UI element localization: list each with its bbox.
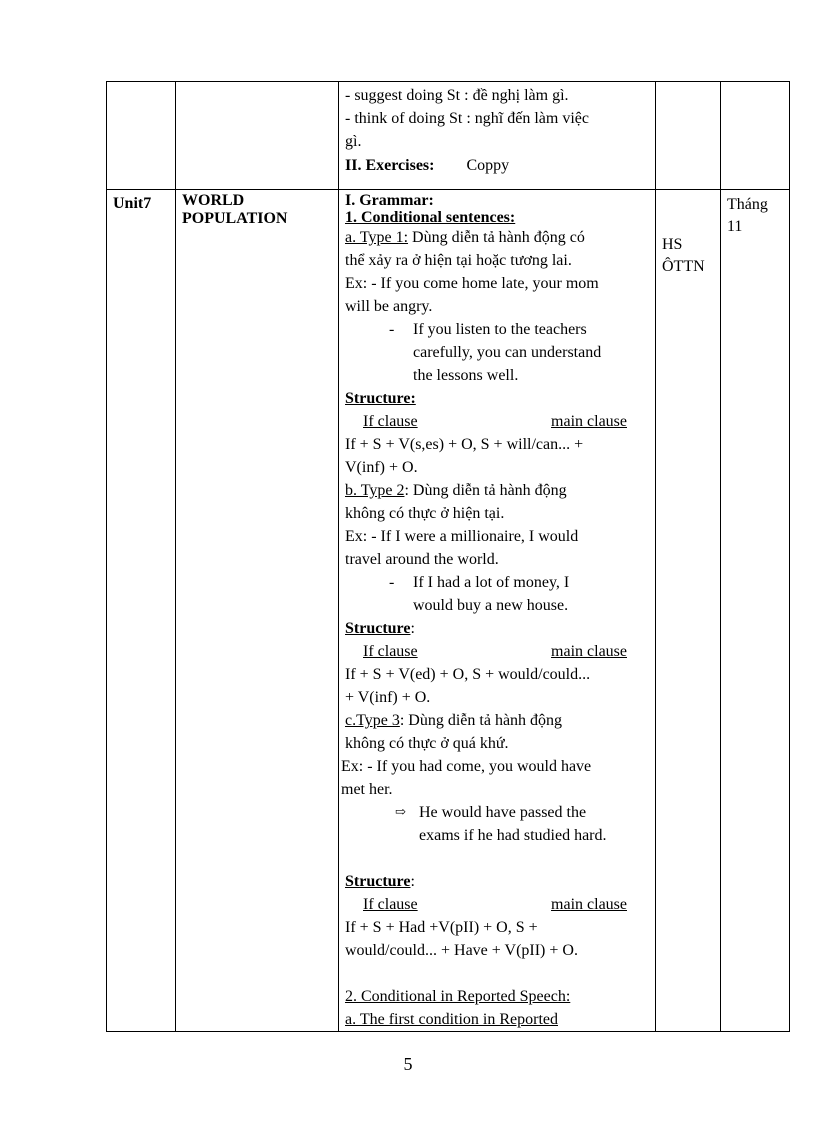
conditional-heading: 1. Conditional sentences: <box>345 209 516 226</box>
table-row <box>107 82 790 190</box>
main-clause-label: main clause <box>551 413 627 430</box>
type-label: c.Type 3 <box>345 712 400 729</box>
exercises-heading: II. Exercises: <box>345 157 435 174</box>
type-desc: : Dùng diễn tả hành động <box>404 482 567 499</box>
formula-line: If + S + V(ed) + O, S + would/could... <box>345 666 591 683</box>
unit-cell <box>107 190 176 1032</box>
structure-heading: Structure <box>345 620 411 637</box>
grammar-heading: I. Grammar: <box>345 192 434 209</box>
type-desc: không có thực ở quá khứ. <box>345 735 509 752</box>
if-clause-label: If clause <box>363 896 418 913</box>
vocab-line: - think of doing St : nghĩ đến làm việc <box>345 110 589 127</box>
if-clause-label: If clause <box>363 643 418 660</box>
month-line: 11 <box>727 218 743 235</box>
participants-line: ÔTTN <box>662 258 705 275</box>
participants-cell <box>656 190 721 1032</box>
reported-speech-subheading: a. The first condition in Reported <box>345 1011 558 1028</box>
main-clause-label: main clause <box>551 643 627 660</box>
topic-line: POPULATION <box>182 210 288 227</box>
type-desc: không có thực ở hiện tại. <box>345 505 505 522</box>
formula-line: would/could... + Have + V(pII) + O. <box>345 942 578 959</box>
type-label: a. Type 1: <box>345 229 409 246</box>
formula-line: + V(inf) + O. <box>345 689 431 706</box>
month-cell <box>721 190 790 1032</box>
topic-cell <box>176 190 339 1032</box>
reported-speech-heading: 2. Conditional in Reported Speech: <box>345 988 571 1005</box>
example-line: carefully, you can understand <box>413 344 602 361</box>
exercises-value: Coppy <box>466 157 510 174</box>
month-line: Tháng <box>727 196 768 213</box>
vocab-line: - suggest doing St : đề nghị làm gì. <box>345 87 569 104</box>
example-line: Ex: - If I were a millionaire, I would <box>345 528 579 545</box>
example-line: If I had a lot of money, I <box>413 574 570 591</box>
content-cell: I. Grammar: 1. Conditional sentences: a. Type 1: Dùng diễn tả hành động có thể xảy ra ở hiện tại hoặc tương lai. Ex: - If you come home late, your mom will be angry. - If you listen to the teachers carefully, you can understand the lessons well. Structure: If clause main clause If + S + V(s,es) + O, S + will/can... + V(inf) + O. b. Type 2: Dùng diễn tả hành động không có thực ở hiện tại. Ex: - If I were a millionaire, I would travel around the world. - If I had a lot of money, I would buy a new house. Structure: If clause main clause If + S + V(ed) + O, S + would/could... + V(inf) + O. c.Type 3: Dùng diễn tả hành động không có thực ở quá khứ. Ex: - If you had come, you would have met her. ⇨ He would have passed the exams if he had studied hard. Structure: If clause main clause If + S + Had +V(pII) + O, S + would/could... + Have + V(pII) + O. 2. Conditional in Reported Speech: a. The first condition in Reported <box>339 190 656 1032</box>
structure-heading: Structure: <box>345 390 416 407</box>
example-line: would buy a new house. <box>413 597 569 614</box>
example-line: the lessons well. <box>413 367 519 384</box>
example-line: If you listen to the teachers <box>413 321 587 338</box>
topic-line: WORLD <box>182 192 245 209</box>
type-desc: Dùng diễn tả hành động có <box>408 229 585 246</box>
main-clause-label: main clause <box>551 896 627 913</box>
formula-line: V(inf) + O. <box>345 459 418 476</box>
formula-line: If + S + V(s,es) + O, S + will/can... + <box>345 436 584 453</box>
page-number: 5 <box>403 1054 413 1074</box>
example-line: met her. <box>341 781 393 798</box>
example-line: Ex: - If you had come, you would have <box>341 758 592 775</box>
example-line: Ex: - If you come home late, your mom <box>345 275 599 292</box>
example-line: He would have passed the <box>419 804 587 821</box>
vocab-line: gì. <box>345 133 362 150</box>
arrow-icon: ⇨ <box>395 804 406 819</box>
participants-line: HS <box>662 236 683 253</box>
unit-cell <box>107 82 176 190</box>
participants-cell <box>656 82 721 190</box>
example-line: travel around the world. <box>345 551 499 568</box>
formula-line: If + S + Had +V(pII) + O, S + <box>345 919 538 936</box>
lesson-plan-table <box>106 81 790 1032</box>
type-desc: : Dùng diễn tả hành động <box>399 712 563 729</box>
example-line: exams if he had studied hard. <box>419 827 607 844</box>
if-clause-label: If clause <box>363 413 418 430</box>
structure-heading: Structure <box>345 873 411 890</box>
topic-cell <box>176 82 339 190</box>
type-desc: thể xảy ra ở hiện tại hoặc tương lai. <box>345 252 572 269</box>
table-row <box>107 190 790 1032</box>
month-cell <box>721 82 790 190</box>
type-label: b. Type 2 <box>345 482 405 499</box>
example-line: will be angry. <box>345 298 433 315</box>
unit-label: Unit7 <box>113 195 152 212</box>
content-cell <box>339 82 656 190</box>
